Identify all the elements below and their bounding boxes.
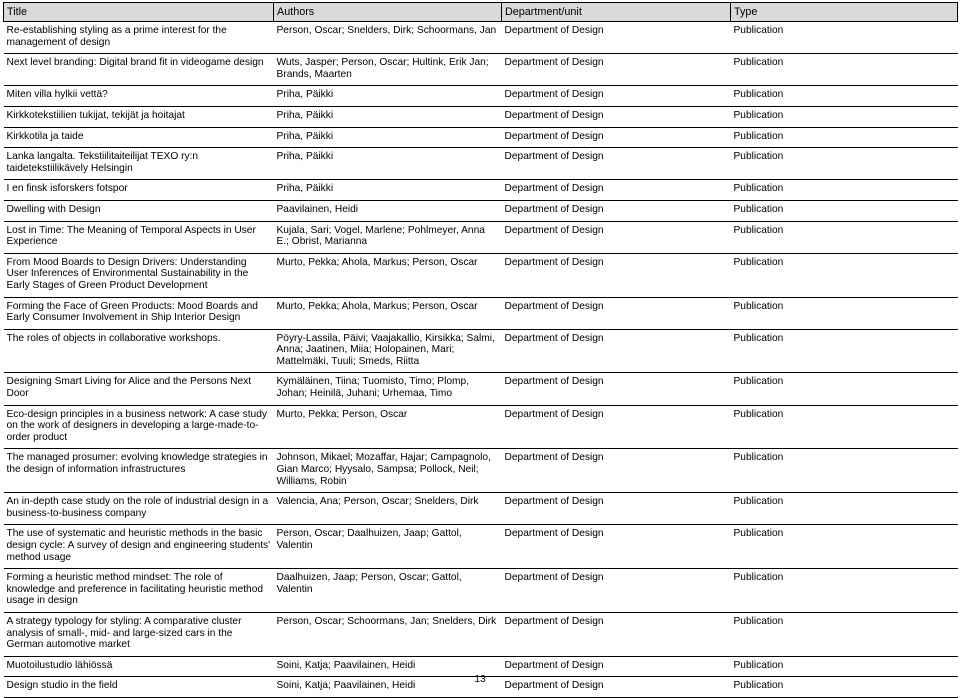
authors-cell: Priha, Päikki xyxy=(274,180,502,201)
type-cell: Publication xyxy=(731,86,958,107)
table-row xyxy=(4,148,958,180)
department-cell: Department of Design xyxy=(502,569,731,613)
department-cell: Department of Design xyxy=(502,373,731,405)
page-number: 13 xyxy=(474,674,486,685)
table-row xyxy=(4,22,958,54)
department-cell: Department of Design xyxy=(502,329,731,373)
table-row xyxy=(4,405,958,449)
department-cell: Department of Design xyxy=(502,180,731,201)
authors-cell: Priha, Päikki xyxy=(274,148,502,180)
authors-cell: Person, Oscar; Snelders, Dirk; Schoormans, Jan xyxy=(274,22,502,54)
title-cell: The managed prosumer: evolving knowledge strategies in the design of information infrastructures xyxy=(4,449,274,493)
department-cell: Department of Design xyxy=(502,449,731,493)
title-cell: Forming the Face of Green Products: Mood Boards and Early Consumer Involvement in Ship Interior Design xyxy=(4,297,274,329)
title-cell: Kirkkotekstiilien tukijat, tekijät ja hoitajat xyxy=(4,106,274,127)
table-row xyxy=(4,569,958,613)
title-cell: Forming a heuristic method mindset: The role of knowledge and preference in facilitating heuristic method usage in design xyxy=(4,569,274,613)
type-cell: Publication xyxy=(731,493,958,525)
table-row xyxy=(4,297,958,329)
type-cell: Publication xyxy=(731,677,958,698)
department-cell: Department of Design xyxy=(502,127,731,148)
authors-cell: Kujala, Sari; Vogel, Marlene; Pohlmeyer, Anna E.; Obrist, Marianna xyxy=(274,221,502,253)
type-cell: Publication xyxy=(731,221,958,253)
type-cell: Publication xyxy=(731,329,958,373)
column-header-authors: Authors xyxy=(274,3,502,22)
table-row xyxy=(4,253,958,297)
authors-cell: Pöyry-Lassila, Päivi; Vaajakallio, Kirsikka; Salmi, Anna; Jaatinen, Miia; Holopainen, Mari; Mattelmäki, Tuuli; Smeds, Riitta xyxy=(274,329,502,373)
department-cell: Department of Design xyxy=(502,106,731,127)
department-cell: Department of Design xyxy=(502,200,731,221)
authors-cell: Person, Oscar; Schoormans, Jan; Snelders, Dirk xyxy=(274,612,502,656)
table-row xyxy=(4,612,958,656)
table-row xyxy=(4,54,958,86)
department-cell: Department of Design xyxy=(502,22,731,54)
title-cell: Dwelling with Design xyxy=(4,200,274,221)
table-row xyxy=(4,180,958,201)
department-cell: Department of Design xyxy=(502,493,731,525)
authors-cell: Priha, Päikki xyxy=(274,127,502,148)
authors-cell: Priha, Päikki xyxy=(274,106,502,127)
department-cell: Department of Design xyxy=(502,405,731,449)
table-row xyxy=(4,86,958,107)
authors-cell: Murto, Pekka; Person, Oscar xyxy=(274,405,502,449)
table-header-row xyxy=(4,3,958,22)
column-header-title: Title xyxy=(4,3,274,22)
table-row xyxy=(4,200,958,221)
authors-cell: Soini, Katja; Paavilainen, Heidi xyxy=(274,656,502,677)
type-cell: Publication xyxy=(731,612,958,656)
title-cell: The use of systematic and heuristic methods in the basic design cycle: A survey of design and engineering students' method usage xyxy=(4,525,274,569)
authors-cell: Soini, Katja; Paavilainen, Heidi xyxy=(274,677,502,698)
type-cell: Publication xyxy=(731,656,958,677)
title-cell: Muotoilustudio lähiössä xyxy=(4,656,274,677)
authors-cell: Person, Oscar; Daalhuizen, Jaap; Gattol, Valentin xyxy=(274,525,502,569)
type-cell: Publication xyxy=(731,148,958,180)
title-cell: Lanka langalta. Tekstiilitaiteilijat TEXO ry:n taidetekstiilikävely Helsingin xyxy=(4,148,274,180)
type-cell: Publication xyxy=(731,449,958,493)
department-cell: Department of Design xyxy=(502,148,731,180)
table-row xyxy=(4,525,958,569)
authors-cell: Murto, Pekka; Ahola, Markus; Person, Oscar xyxy=(274,253,502,297)
department-cell: Department of Design xyxy=(502,612,731,656)
title-cell: I en finsk isforskers fotspor xyxy=(4,180,274,201)
department-cell: Department of Design xyxy=(502,86,731,107)
type-cell: Publication xyxy=(731,200,958,221)
authors-cell: Paavilainen, Heidi xyxy=(274,200,502,221)
table-row xyxy=(4,106,958,127)
department-cell: Department of Design xyxy=(502,253,731,297)
title-cell: The roles of objects in collaborative workshops. xyxy=(4,329,274,373)
title-cell: Re-establishing styling as a prime interest for the management of design xyxy=(4,22,274,54)
authors-cell: Johnson, Mikael; Mozaffar, Hajar; Campagnolo, Gian Marco; Hyysalo, Sampsa; Pollock, Neil; Williams, Robin xyxy=(274,449,502,493)
type-cell: Publication xyxy=(731,297,958,329)
authors-cell: Valencia, Ana; Person, Oscar; Snelders, Dirk xyxy=(274,493,502,525)
table-body xyxy=(4,22,958,698)
department-cell: Department of Design xyxy=(502,525,731,569)
table-row xyxy=(4,127,958,148)
authors-cell: Priha, Päikki xyxy=(274,86,502,107)
type-cell: Publication xyxy=(731,569,958,613)
type-cell: Publication xyxy=(731,253,958,297)
column-header-type: Type xyxy=(731,3,958,22)
title-cell: Next level branding: Digital brand fit in videogame design xyxy=(4,54,274,86)
type-cell: Publication xyxy=(731,22,958,54)
title-cell: Kirkkotila ja taide xyxy=(4,127,274,148)
title-cell: Eco-design principles in a business network: A case study on the work of designers in developing a large-made-to-order product xyxy=(4,405,274,449)
table-row xyxy=(4,221,958,253)
title-cell: A strategy typology for styling: A comparative cluster analysis of small-, mid- and large-sized cars in the German automotive market xyxy=(4,612,274,656)
type-cell: Publication xyxy=(731,106,958,127)
type-cell: Publication xyxy=(731,127,958,148)
publications-table xyxy=(3,2,958,698)
type-cell: Publication xyxy=(731,373,958,405)
department-cell: Department of Design xyxy=(502,54,731,86)
title-cell: From Mood Boards to Design Drivers: Understanding User Inferences of Environmental Sustainability in the Early Stages of Green Product Development xyxy=(4,253,274,297)
type-cell: Publication xyxy=(731,405,958,449)
title-cell: Design studio in the field xyxy=(4,677,274,698)
title-cell: Lost in Time: The Meaning of Temporal Aspects in User Experience xyxy=(4,221,274,253)
authors-cell: Daalhuizen, Jaap; Person, Oscar; Gattol, Valentin xyxy=(274,569,502,613)
table-row xyxy=(4,449,958,493)
department-cell: Department of Design xyxy=(502,221,731,253)
type-cell: Publication xyxy=(731,180,958,201)
authors-cell: Kymäläinen, Tiina; Tuomisto, Timo; Plomp, Johan; Heinilä, Juhani; Urhemaa, Timo xyxy=(274,373,502,405)
title-cell: Miten villa hylkii vettä? xyxy=(4,86,274,107)
type-cell: Publication xyxy=(731,525,958,569)
column-header-department: Department/unit xyxy=(502,3,731,22)
table-row xyxy=(4,373,958,405)
department-cell: Department of Design xyxy=(502,297,731,329)
authors-cell: Murto, Pekka; Ahola, Markus; Person, Oscar xyxy=(274,297,502,329)
table-row xyxy=(4,493,958,525)
department-cell: Department of Design xyxy=(502,656,731,677)
authors-cell: Wuts, Jasper; Person, Oscar; Hultink, Erik Jan; Brands, Maarten xyxy=(274,54,502,86)
department-cell: Department of Design xyxy=(502,677,731,698)
table-row xyxy=(4,329,958,373)
title-cell: Designing Smart Living for Alice and the Persons Next Door xyxy=(4,373,274,405)
title-cell: An in-depth case study on the role of industrial design in a business-to-business company xyxy=(4,493,274,525)
type-cell: Publication xyxy=(731,54,958,86)
